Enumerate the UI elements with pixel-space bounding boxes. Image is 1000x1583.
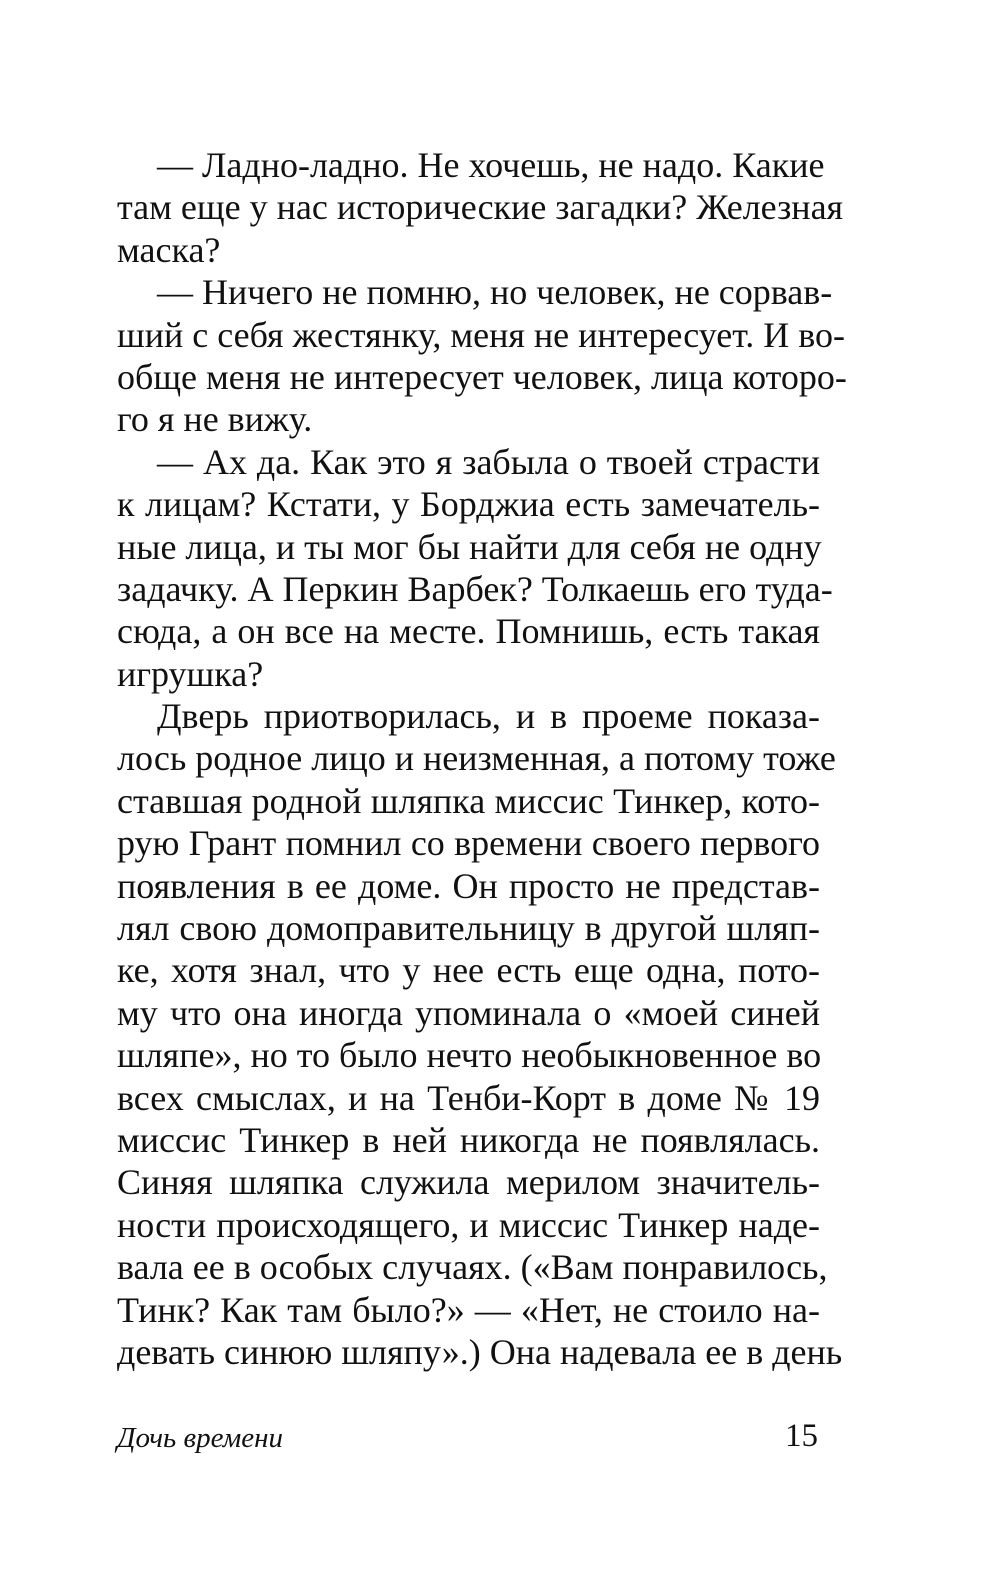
text-line: вала ее в особых случаях. («Вам понравилось, <box>117 1247 828 1288</box>
text-line: ные лица, и ты мог бы найти для себя не одну <box>117 526 822 567</box>
text-line: ке, хотя знал, что у нее есть еще одна, пото- <box>117 950 820 991</box>
text-line: го я не вижу. <box>117 399 313 440</box>
text-line: ший с себя жестянку, меня не интересует. И во- <box>117 314 846 355</box>
text-line: обще меня не интересует человек, лица которо- <box>117 356 847 397</box>
text-line: — Ладно-ладно. Не хочешь, не надо. Какие <box>157 145 825 185</box>
page-number: 15 <box>785 1418 818 1454</box>
text-line: сюда, а он все на месте. Помнишь, есть такая <box>117 611 820 652</box>
text-line: — Ничего не помню, но человек, не сорвав- <box>157 272 833 313</box>
text-line: задачку. А Перкин Варбек? Толкаешь его туда- <box>117 568 833 609</box>
text-line: там еще у нас исторические загадки? Железная <box>117 187 844 228</box>
text-line: рую Грант помнил со времени своего первого <box>117 823 820 864</box>
running-footer-title: Дочь времени <box>117 1422 283 1454</box>
text-line: Синяя шляпка служила мерилом значитель- <box>117 1162 820 1203</box>
text-line: ности происходящего, и миссис Тинкер наде- <box>117 1204 820 1245</box>
text-line: — Ах да. Как это я забыла о твоей страсти <box>157 441 820 482</box>
body-text <box>117 144 847 1373</box>
text-line: му что она иногда упоминала о «моей синей <box>117 992 820 1033</box>
text-line: к лицам? Кстати, у Борджиа есть замечатель- <box>117 484 820 525</box>
text-line: игрушка? <box>117 653 264 694</box>
text-line: шляпе», но то было нечто необыкновенное во <box>117 1035 822 1076</box>
text-line: всех смыслах, и на Тенби-Корт в доме № 19 <box>117 1077 820 1118</box>
text-line: лось родное лицо и неизменная, а потому тоже <box>117 738 836 779</box>
text-line: девать синюю шляпу».) Она надевала ее в день <box>117 1331 843 1372</box>
text-line: маска? <box>117 229 221 270</box>
text-line: появления в ее доме. Он просто не представ- <box>117 865 820 906</box>
text-line: ставшая родной шляпка миссис Тинкер, кото- <box>117 780 820 821</box>
text-line: лял свою домоправительницу в другой шляп- <box>117 908 820 949</box>
text-line: Тинк? Как там было?» — «Нет, не стоило на- <box>117 1289 820 1330</box>
text-line: миссис Тинкер в ней никогда не появлялась. <box>117 1119 820 1160</box>
text-line: Дверь приотворилась, и в проеме показа- <box>157 696 820 737</box>
